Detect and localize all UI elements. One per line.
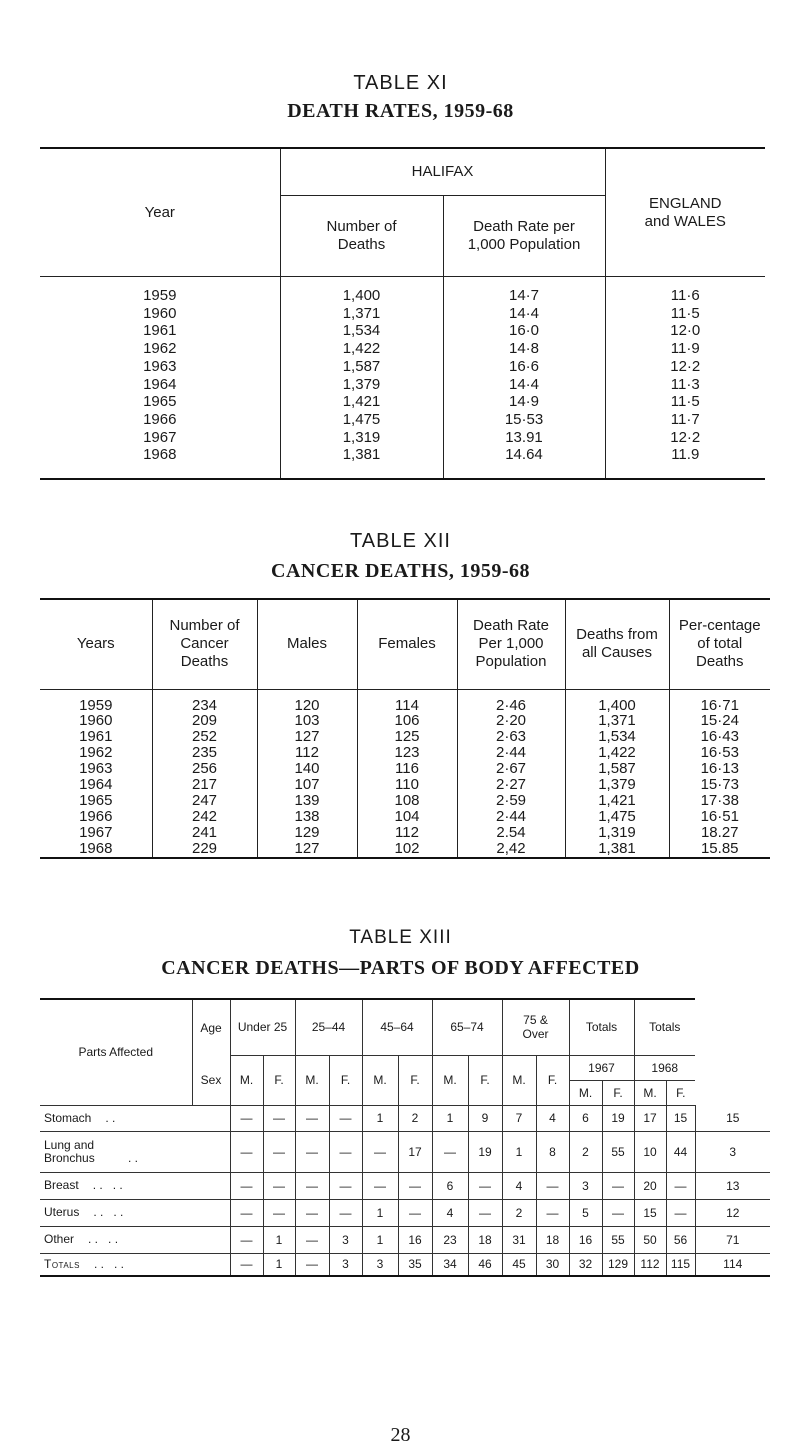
value-cell: 1 — [432, 1105, 468, 1131]
females-cell: 114 — [357, 689, 457, 713]
value-cell: 20 — [634, 1172, 666, 1199]
table-row — [40, 713, 770, 729]
part-name: Breast — [44, 1178, 79, 1192]
deaths-cell: 1,422 — [280, 340, 443, 358]
females-cell: 108 — [357, 793, 457, 809]
year-cell: 1959 — [40, 277, 280, 305]
percentage-cell: 15.85 — [669, 841, 770, 858]
totals-1968-header: Totals — [634, 999, 695, 1055]
value-cell: — — [432, 1131, 468, 1172]
table-row — [40, 825, 770, 841]
rate-cell: 2·20 — [457, 713, 565, 729]
females-cell: 110 — [357, 777, 457, 793]
cancer-deaths-cell: 247 — [152, 793, 257, 809]
rate-cell: 15·53 — [443, 411, 605, 429]
year-cell: 1967 — [40, 825, 152, 841]
all-causes-cell: 1,319 — [565, 825, 669, 841]
value-cell: — — [263, 1131, 295, 1172]
value-cell: 3 — [695, 1131, 770, 1172]
value-cell: 55 — [602, 1131, 634, 1172]
england-rate-cell: 12·0 — [670, 322, 701, 340]
value-cell: 17 — [398, 1131, 432, 1172]
deaths-cell: 1,371 — [280, 305, 443, 323]
rate-cell: 14.64 — [443, 446, 605, 479]
age-under-25: Under 25 — [230, 999, 295, 1055]
all-causes-cell: 1,534 — [565, 729, 669, 745]
year-cell: 1966 — [40, 809, 152, 825]
table-row — [40, 429, 765, 447]
value-cell: 8 — [536, 1131, 569, 1172]
value-cell: — — [230, 1105, 263, 1131]
value-cell: — — [230, 1253, 263, 1276]
value-cell: — — [666, 1199, 695, 1226]
percentage-cell: 15·24 — [700, 712, 739, 730]
year-cell: 1960 — [40, 713, 152, 729]
leader-dots: . . . . — [88, 1232, 119, 1246]
value-cell: 16 — [569, 1226, 602, 1253]
value-cell: 10 — [634, 1131, 666, 1172]
page-number: 28 — [390, 1424, 411, 1446]
row-label — [40, 1131, 230, 1172]
value-cell: — — [398, 1199, 432, 1226]
table-xii-title: CANCER DEATHS, 1959-68 — [271, 560, 530, 582]
value-cell: 7 — [502, 1105, 536, 1131]
col-rate-header: Death Rate per 1,000 Population — [443, 196, 605, 277]
females-cell: 106 — [357, 713, 457, 729]
cancer-deaths-cell: 234 — [152, 689, 257, 713]
value-cell: 3 — [329, 1226, 362, 1253]
value-cell: 13 — [695, 1172, 770, 1199]
males-cell: 107 — [257, 777, 357, 793]
deaths-cell: 1,400 — [280, 277, 443, 305]
sex-f: F. — [329, 1055, 362, 1105]
value-cell: — — [263, 1172, 295, 1199]
males-cell: 127 — [257, 729, 357, 745]
value-cell: 1 — [362, 1199, 398, 1226]
females-cell: 116 — [357, 761, 457, 777]
value-cell: 55 — [602, 1226, 634, 1253]
col-deaths-header: Number of Deaths — [280, 196, 443, 277]
england-rate-cell: 11·9 — [670, 340, 700, 358]
year-cell: 1959 — [40, 689, 152, 713]
cancer-deaths-cell: 217 — [152, 777, 257, 793]
value-cell: 19 — [602, 1105, 634, 1131]
value-cell: 18 — [536, 1226, 569, 1253]
rate-cell: 13.91 — [443, 429, 605, 447]
year-cell: 1961 — [40, 729, 152, 745]
all-causes-cell: 1,381 — [565, 841, 669, 858]
value-cell: 3 — [329, 1253, 362, 1276]
table-xi-title: DEATH RATES, 1959-68 — [287, 100, 514, 122]
all-causes-cell: 1,475 — [565, 809, 669, 825]
year-cell: 1962 — [40, 745, 152, 761]
males-cell: 127 — [257, 841, 357, 858]
value-cell: — — [230, 1131, 263, 1172]
deaths-cell: 1,534 — [280, 322, 443, 340]
leader-dots: . . — [105, 1110, 116, 1125]
value-cell: 3 — [569, 1172, 602, 1199]
value-cell: — — [468, 1172, 502, 1199]
year-cell: 1961 — [40, 322, 280, 340]
males-cell: 112 — [257, 745, 357, 761]
cancer-deaths-cell: 252 — [152, 729, 257, 745]
parts-affected-header: Parts Affected — [40, 999, 192, 1105]
rate-cell: 14·4 — [443, 305, 605, 323]
sex-m: M. — [432, 1055, 468, 1105]
age-45-64: 45–64 — [362, 999, 432, 1055]
col-england-header: ENGLAND and WALES — [605, 148, 765, 277]
females-cell: 123 — [357, 745, 457, 761]
all-causes-cell: 1,421 — [565, 793, 669, 809]
percentage-cell: 16·43 — [700, 728, 739, 746]
table-row — [40, 1105, 770, 1131]
sex-f: F. — [536, 1055, 569, 1105]
value-cell: — — [398, 1172, 432, 1199]
sex-f: F. — [398, 1055, 432, 1105]
year-cell: 1964 — [40, 777, 152, 793]
part-name: Other — [44, 1232, 75, 1246]
value-cell: — — [230, 1226, 263, 1253]
percentage-cell: 16·51 — [700, 807, 739, 825]
table-row — [40, 689, 770, 713]
value-cell: 34 — [432, 1253, 468, 1276]
year-cell: 1966 — [40, 411, 280, 429]
year-1968: 1968 — [634, 1055, 695, 1080]
value-cell: 114 — [695, 1253, 770, 1276]
england-rate-cell: 12·2 — [670, 357, 701, 375]
males-cell: 140 — [257, 761, 357, 777]
value-cell: 56 — [666, 1226, 695, 1253]
table-row — [40, 393, 765, 411]
age-25-44: 25–44 — [295, 999, 362, 1055]
part-name: Totals — [44, 1256, 80, 1271]
value-cell: — — [362, 1172, 398, 1199]
totals-1967-header: Totals — [569, 999, 634, 1055]
table-row — [40, 1172, 770, 1199]
table-xi-heading: TABLE XI — [353, 72, 448, 94]
leader-dots: . . . . — [93, 1256, 124, 1271]
col-males: Males — [257, 599, 357, 689]
value-cell: — — [602, 1199, 634, 1226]
group-halifax-header: HALIFAX — [280, 148, 605, 196]
table-row — [40, 809, 770, 825]
value-cell: — — [536, 1199, 569, 1226]
leader-dots: . . . . — [93, 1205, 124, 1219]
rate-cell: 16·0 — [443, 322, 605, 340]
percentage-cell: 15·73 — [700, 776, 739, 794]
value-cell: 1 — [362, 1226, 398, 1253]
row-label — [40, 1172, 230, 1199]
value-cell: 46 — [468, 1253, 502, 1276]
row-label — [40, 1105, 230, 1131]
england-rate-cell: 11·3 — [670, 375, 700, 393]
year-1967: 1967 — [569, 1055, 634, 1080]
percentage-cell: 18.27 — [700, 823, 739, 841]
cancer-deaths-cell: 229 — [152, 841, 257, 858]
rate-cell: 2·27 — [457, 777, 565, 793]
sex-m: M. — [230, 1055, 263, 1105]
england-rate-cell: 11·6 — [670, 287, 700, 304]
leader-dots: . . . . — [92, 1178, 123, 1192]
england-rate-cell: 11.9 — [605, 446, 765, 479]
table-row — [40, 376, 765, 394]
value-cell: 35 — [398, 1253, 432, 1276]
value-cell: 12 — [695, 1199, 770, 1226]
rate-cell: 14·7 — [443, 277, 605, 305]
females-cell: 104 — [357, 809, 457, 825]
year-cell: 1965 — [40, 793, 152, 809]
value-cell: — — [329, 1105, 362, 1131]
rate-cell: 14·9 — [443, 393, 605, 411]
year-cell: 1965 — [40, 393, 280, 411]
year-cell: 1968 — [40, 446, 280, 479]
value-cell: — — [295, 1253, 329, 1276]
value-cell: 31 — [502, 1226, 536, 1253]
value-cell: — — [295, 1226, 329, 1253]
col-females: Females — [357, 599, 457, 689]
value-cell: 4 — [432, 1199, 468, 1226]
percentage-cell: 16·53 — [700, 744, 739, 762]
value-cell: — — [295, 1172, 329, 1199]
rate-cell: 14·4 — [443, 376, 605, 394]
value-cell: 1 — [263, 1226, 295, 1253]
col-death-rate: Death Rate Per 1,000 Population — [457, 599, 565, 689]
value-cell: — — [666, 1172, 695, 1199]
sex-f: F. — [602, 1080, 634, 1105]
year-cell: 1964 — [40, 376, 280, 394]
sex-m: M. — [569, 1080, 602, 1105]
table-row — [40, 793, 770, 809]
table-xiii-title: CANCER DEATHS—PARTS OF BODY AFFECTED — [161, 957, 640, 979]
all-causes-cell: 1,587 — [565, 761, 669, 777]
value-cell: 19 — [468, 1131, 502, 1172]
table-row — [40, 841, 770, 858]
death-rates-table — [40, 147, 765, 480]
table-row — [40, 277, 765, 305]
males-cell: 138 — [257, 809, 357, 825]
table-row — [40, 305, 765, 323]
year-cell: 1962 — [40, 340, 280, 358]
males-cell: 103 — [257, 713, 357, 729]
table-row — [40, 1131, 770, 1172]
table-row — [40, 411, 765, 429]
value-cell: 4 — [502, 1172, 536, 1199]
value-cell: 2 — [569, 1131, 602, 1172]
deaths-cell: 1,319 — [280, 429, 443, 447]
value-cell: — — [263, 1105, 295, 1131]
cancer-deaths-cell: 209 — [152, 713, 257, 729]
value-cell: 3 — [362, 1253, 398, 1276]
value-cell: 129 — [602, 1253, 634, 1276]
value-cell: 112 — [634, 1253, 666, 1276]
value-cell: — — [295, 1199, 329, 1226]
rate-cell: 14·8 — [443, 340, 605, 358]
cancer-deaths-cell: 256 — [152, 761, 257, 777]
value-cell: 15 — [634, 1199, 666, 1226]
value-cell: — — [468, 1199, 502, 1226]
deaths-cell: 1,475 — [280, 411, 443, 429]
row-label — [40, 1199, 230, 1226]
row-label — [40, 1226, 230, 1253]
england-rate-cell: 11·5 — [670, 304, 700, 322]
value-cell: 6 — [432, 1172, 468, 1199]
value-cell: — — [329, 1131, 362, 1172]
part-name: Uterus — [44, 1205, 80, 1219]
value-cell: — — [263, 1199, 295, 1226]
all-causes-cell: 1,422 — [565, 745, 669, 761]
sex-f: F. — [666, 1080, 695, 1105]
table-row — [40, 358, 765, 376]
cancer-deaths-cell: 235 — [152, 745, 257, 761]
value-cell: 2 — [398, 1105, 432, 1131]
table-row — [40, 777, 770, 793]
value-cell: 1 — [362, 1105, 398, 1131]
age-75-over: 75 & Over — [502, 999, 569, 1055]
value-cell: 1 — [502, 1131, 536, 1172]
cancer-deaths-cell: 241 — [152, 825, 257, 841]
england-rate-cell: 11·7 — [670, 410, 700, 428]
rate-cell: 2·63 — [457, 729, 565, 745]
value-cell: — — [230, 1172, 263, 1199]
sex-m: M. — [295, 1055, 329, 1105]
rate-cell: 2·46 — [457, 689, 565, 713]
percentage-cell: 17·38 — [700, 791, 739, 809]
value-cell: — — [362, 1131, 398, 1172]
value-cell: 17 — [634, 1105, 666, 1131]
value-cell: — — [536, 1172, 569, 1199]
females-cell: 125 — [357, 729, 457, 745]
table-row — [40, 1226, 770, 1253]
sex-m: M. — [502, 1055, 536, 1105]
parts-of-body-table — [40, 998, 770, 1277]
value-cell: 15 — [695, 1105, 770, 1131]
deaths-cell: 1,587 — [280, 358, 443, 376]
value-cell: — — [295, 1131, 329, 1172]
table-xii-heading: TABLE XII — [350, 530, 451, 552]
sex-m: M. — [634, 1080, 666, 1105]
age-65-74: 65–74 — [432, 999, 502, 1055]
table-row — [40, 446, 765, 479]
year-cell: 1963 — [40, 358, 280, 376]
rate-cell: 2·67 — [457, 761, 565, 777]
col-number-cancer-deaths: Number of Cancer Deaths — [152, 599, 257, 689]
table-row — [40, 761, 770, 777]
females-cell: 102 — [357, 841, 457, 858]
value-cell: 50 — [634, 1226, 666, 1253]
age-header: Age — [192, 999, 230, 1055]
row-label — [40, 1253, 230, 1276]
value-cell: 23 — [432, 1226, 468, 1253]
england-rate-cell: 11·5 — [670, 393, 700, 411]
sex-header: Sex — [192, 1055, 230, 1105]
col-years: Years — [40, 599, 152, 689]
value-cell: 9 — [468, 1105, 502, 1131]
year-cell: 1967 — [40, 429, 280, 447]
leader-dots: . . — [128, 1150, 139, 1165]
sex-m: M. — [362, 1055, 398, 1105]
value-cell: 71 — [695, 1226, 770, 1253]
part-name: Stomach — [44, 1110, 92, 1125]
deaths-cell: 1,421 — [280, 393, 443, 411]
value-cell: — — [230, 1199, 263, 1226]
value-cell: 18 — [468, 1226, 502, 1253]
value-cell: 115 — [666, 1253, 695, 1276]
all-causes-cell: 1,371 — [565, 713, 669, 729]
part-name: Lung and Bronchus — [44, 1137, 95, 1165]
sex-f: F. — [263, 1055, 295, 1105]
year-cell: 1960 — [40, 305, 280, 323]
deaths-cell: 1,379 — [280, 376, 443, 394]
value-cell: 2 — [502, 1199, 536, 1226]
value-cell: 30 — [536, 1253, 569, 1276]
males-cell: 139 — [257, 793, 357, 809]
value-cell: 16 — [398, 1226, 432, 1253]
value-cell: 32 — [569, 1253, 602, 1276]
males-cell: 129 — [257, 825, 357, 841]
percentage-cell: 16·13 — [700, 760, 739, 778]
all-causes-cell: 1,400 — [565, 689, 669, 713]
cancer-deaths-table — [40, 598, 770, 859]
rate-cell: 2·44 — [457, 745, 565, 761]
rate-cell: 16·6 — [443, 358, 605, 376]
table-row — [40, 322, 765, 340]
percentage-cell: 16·71 — [700, 696, 739, 714]
value-cell: 45 — [502, 1253, 536, 1276]
rate-cell: 2,42 — [457, 841, 565, 858]
value-cell: 5 — [569, 1199, 602, 1226]
totals-row — [40, 1253, 770, 1276]
year-cell: 1968 — [40, 841, 152, 858]
value-cell: 1 — [263, 1253, 295, 1276]
value-cell: — — [329, 1199, 362, 1226]
cancer-deaths-cell: 242 — [152, 809, 257, 825]
all-causes-cell: 1,379 — [565, 777, 669, 793]
females-cell: 112 — [357, 825, 457, 841]
col-deaths-all-causes: Deaths from all Causes — [565, 599, 669, 689]
table-row — [40, 1199, 770, 1226]
table-row — [40, 729, 770, 745]
value-cell: — — [329, 1172, 362, 1199]
rate-cell: 2.54 — [457, 825, 565, 841]
sex-f: F. — [468, 1055, 502, 1105]
table-row — [40, 340, 765, 358]
value-cell: — — [295, 1105, 329, 1131]
year-cell: 1963 — [40, 761, 152, 777]
value-cell: 44 — [666, 1131, 695, 1172]
value-cell: 6 — [569, 1105, 602, 1131]
england-rate-cell: 12·2 — [670, 428, 701, 446]
col-year-header: Year — [40, 148, 280, 277]
deaths-cell: 1,381 — [280, 446, 443, 479]
table-row — [40, 745, 770, 761]
value-cell: 4 — [536, 1105, 569, 1131]
value-cell: — — [602, 1172, 634, 1199]
rate-cell: 2·44 — [457, 809, 565, 825]
value-cell: 15 — [666, 1105, 695, 1131]
males-cell: 120 — [257, 689, 357, 713]
table-xiii-heading: TABLE XIII — [349, 927, 452, 948]
rate-cell: 2·59 — [457, 793, 565, 809]
col-percentage: Per-centage of total Deaths — [669, 599, 770, 689]
